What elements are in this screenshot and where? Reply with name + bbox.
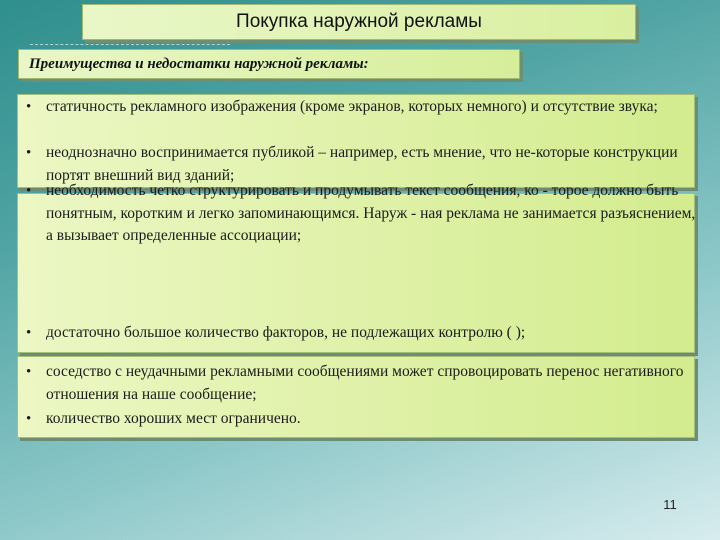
list-item <box>26 408 696 431</box>
bullet-icon: • <box>26 364 32 380</box>
title-banner <box>82 4 636 40</box>
bullet-icon: • <box>26 325 32 341</box>
list-item <box>26 180 696 248</box>
bullet-icon: • <box>26 411 32 427</box>
bullet-text: необходимость четко структурировать и продумывать текст сообщения, ко - торое должно быть понятным, коротким и легко запоминающимся. Наруж - ная реклама не занимается разъяснением, а вызывает определенные ассоциации; <box>46 182 696 244</box>
bullet-text: достаточно большое количество факторов, не подлежащих контролю ( ); <box>46 324 526 341</box>
bullet-text: неоднозначно воспринимается публикой – например, есть мнение, что не-которые конструкции портят внешний вид зданий; <box>46 144 678 184</box>
list-item <box>26 96 696 119</box>
decorative-line <box>30 44 230 45</box>
bullet-text: статичность рекламного изображения (кроме экранов, которых немного) и отсутствие звука; <box>46 98 658 115</box>
bullet-text: соседство с неудачными рекламными сообщениями может спровоцировать перенос негативного отношения на наше сообщение; <box>46 363 684 403</box>
bullet-icon: • <box>26 183 32 199</box>
bullet-icon: • <box>26 99 32 115</box>
slide-subtitle: Преимущества и недостатки наружной рекламы: <box>29 55 369 72</box>
subtitle-banner <box>18 49 520 79</box>
bullet-text: количество хороших мест ограничено. <box>46 410 301 427</box>
list-item <box>26 361 696 406</box>
page-number: 11 <box>663 497 677 512</box>
bullet-icon: • <box>26 145 32 161</box>
slide-title: Покупка наружной рекламы <box>236 11 482 32</box>
list-item <box>26 322 696 345</box>
